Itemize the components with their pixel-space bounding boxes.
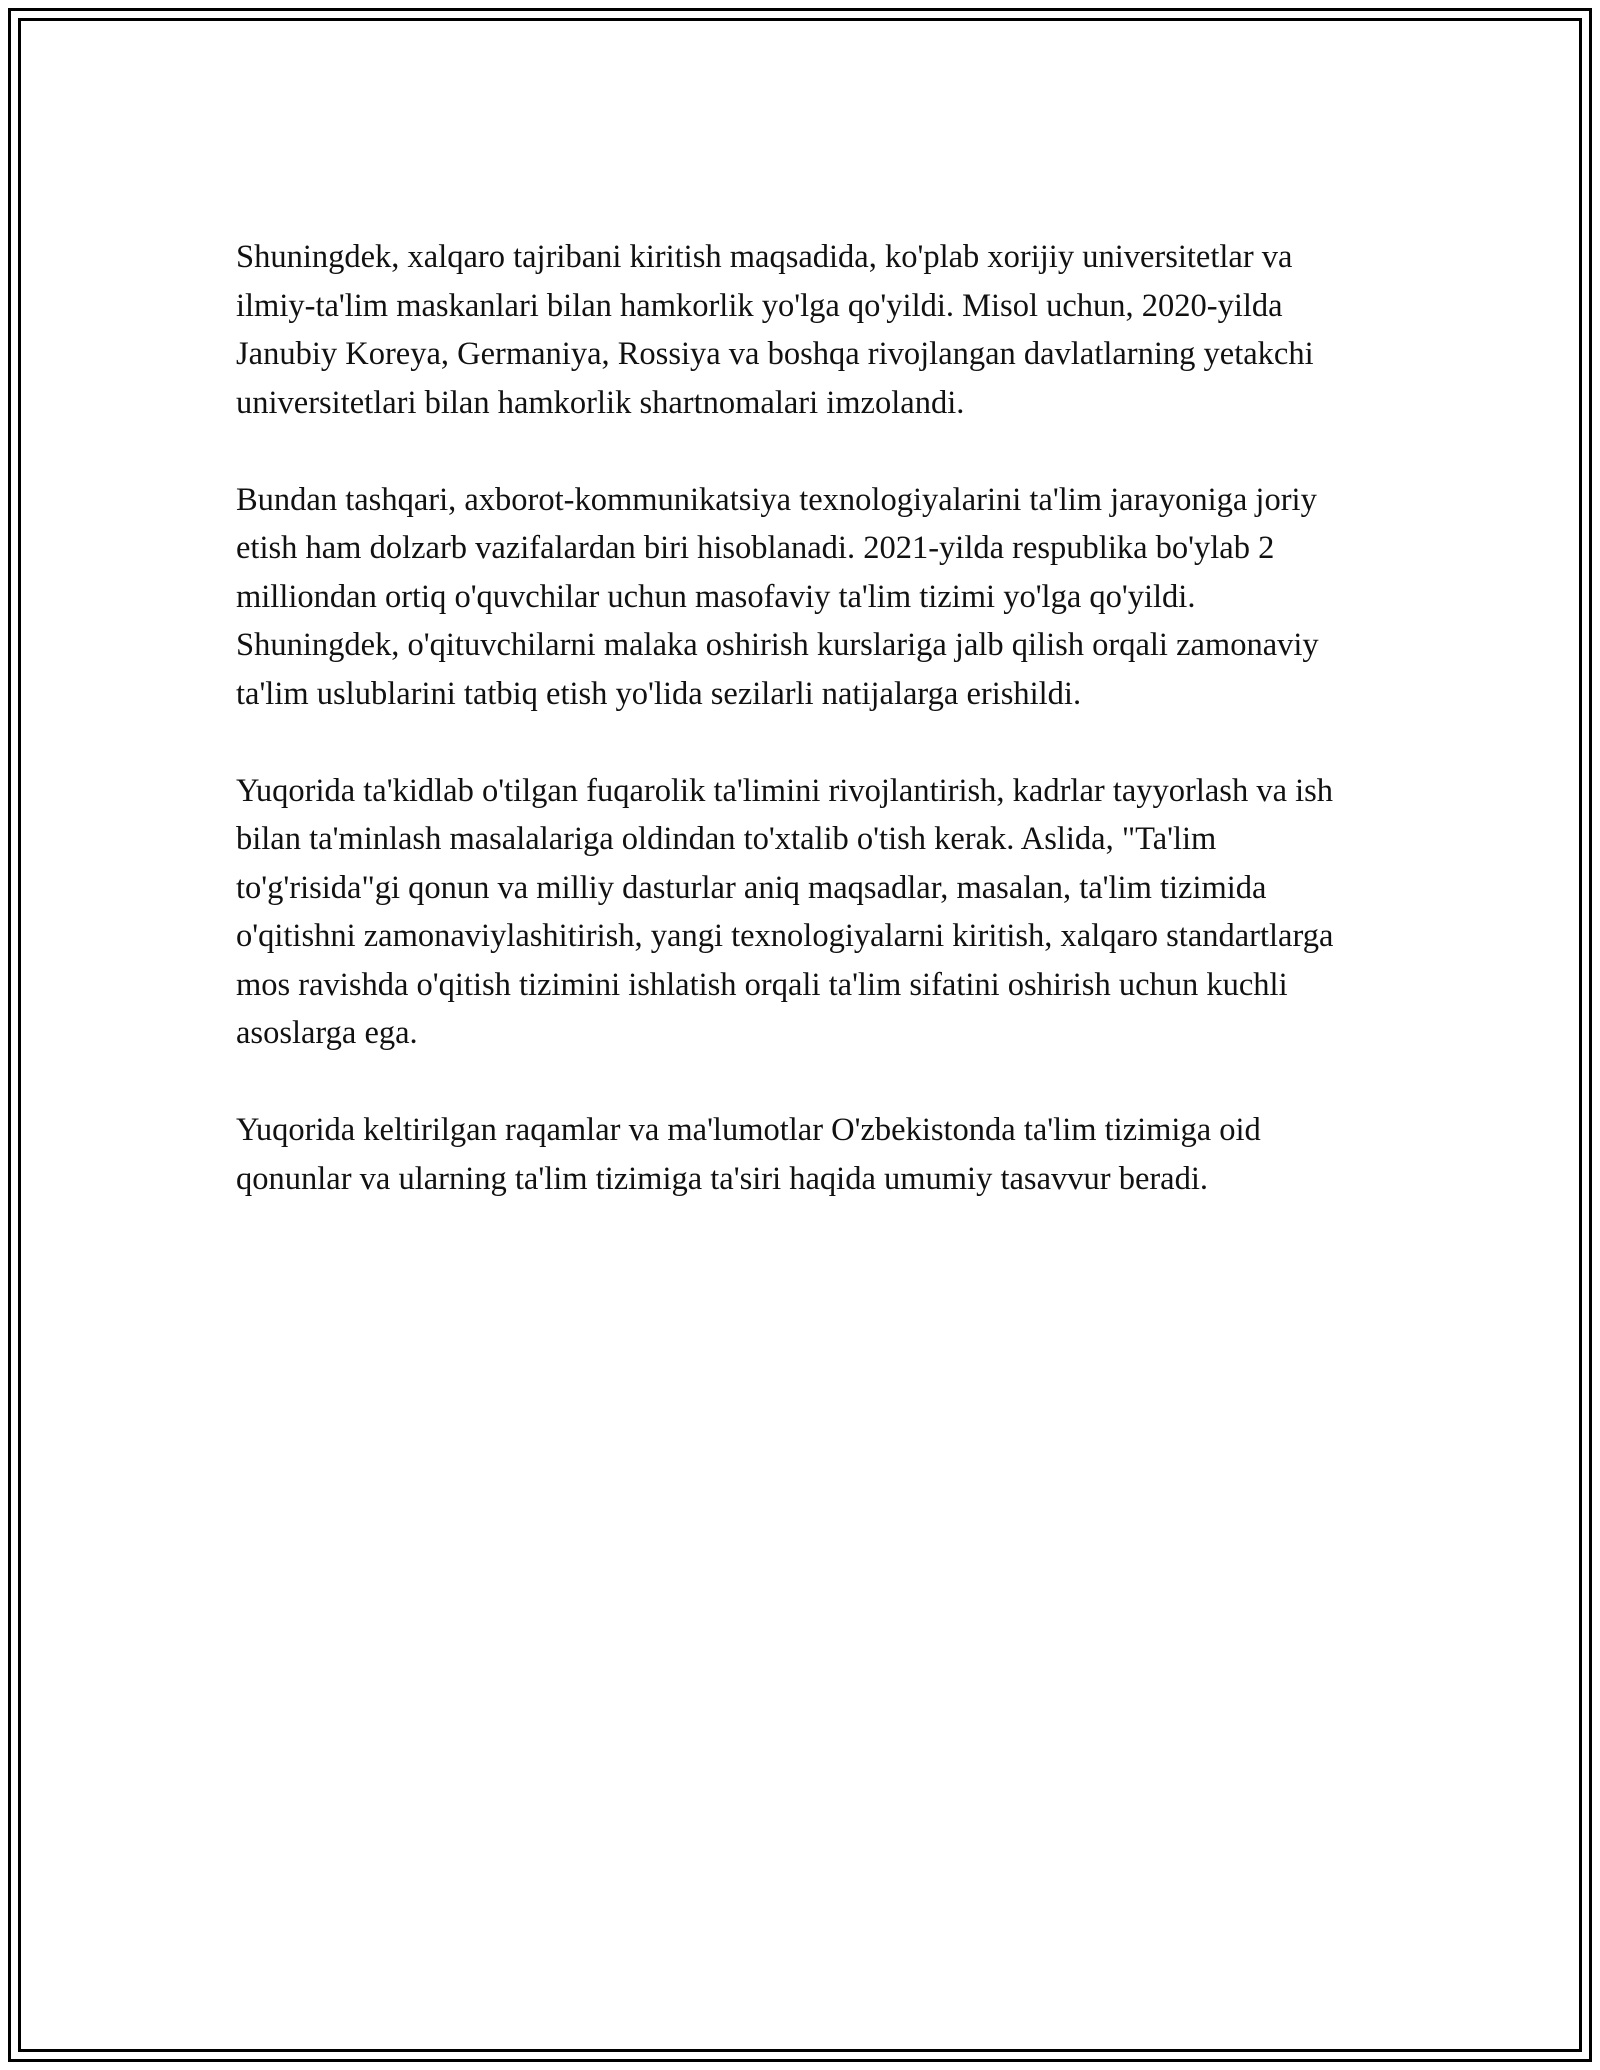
paragraph-international-cooperation: Shuningdek, xalqaro tajribani kiritish maqsadida, ko'plab xorijiy universitetlar va ilmiy-ta'lim maskanlari bilan hamkorlik yo'lga qo'yildi. Misol uchun, 2020-yilda Janubiy Koreya, Germaniya, Rossiya va boshqa rivojlangan davlatlarning yetakchi universitetlari bilan hamkorlik shartnomalari imzolandi. xyxy=(236,239,1314,421)
paragraph-ict-in-education: Bundan tashqari, axborot-kommunikatsiya texnologiyalarini ta'lim jarayoniga joriy etish ham dolzarb vazifalardan biri hisoblanadi. 2021-yilda respublika bo'ylab 2 milliondan ortiq o'quvchilar uchun masofaviy ta'lim tizimi yo'lga qo'yildi. Shuningdek, o'qituvchilarni malaka oshirish kurslariga jalb qilish orqali zamonaviy ta'lim uslublarini tatbiq etish yo'lida sezilarli natijalarga erishildi. xyxy=(236,481,1319,712)
document-body xyxy=(236,233,1366,1203)
paragraph-education-law: Yuqorida ta'kidlab o'tilgan fuqarolik ta'limini rivojlantirish, kadrlar tayyorlash va ish bilan ta'minlash masalalariga oldindan to'xtalib o'tish kerak. Aslida, "Ta'lim to'g'risida"gi qonun va milliy dasturlar aniq maqsadlar, masalan, ta'lim tizimida o'qitishni zamonaviylashitirish, yangi texnologiyalarni kiritish, xalqaro standartlarga mos ravishda o'qitish tizimini ishlatish orqali ta'lim sifatini oshirish uchun kuchli asoslarga ega. xyxy=(236,772,1334,1051)
paragraph-conclusion: Yuqorida keltirilgan raqamlar va ma'lumotlar O'zbekistonda ta'lim tizimiga oid qonunlar va ularning ta'lim tizimiga ta'siri haqida umumiy tasavvur beradi. xyxy=(236,1112,1261,1197)
